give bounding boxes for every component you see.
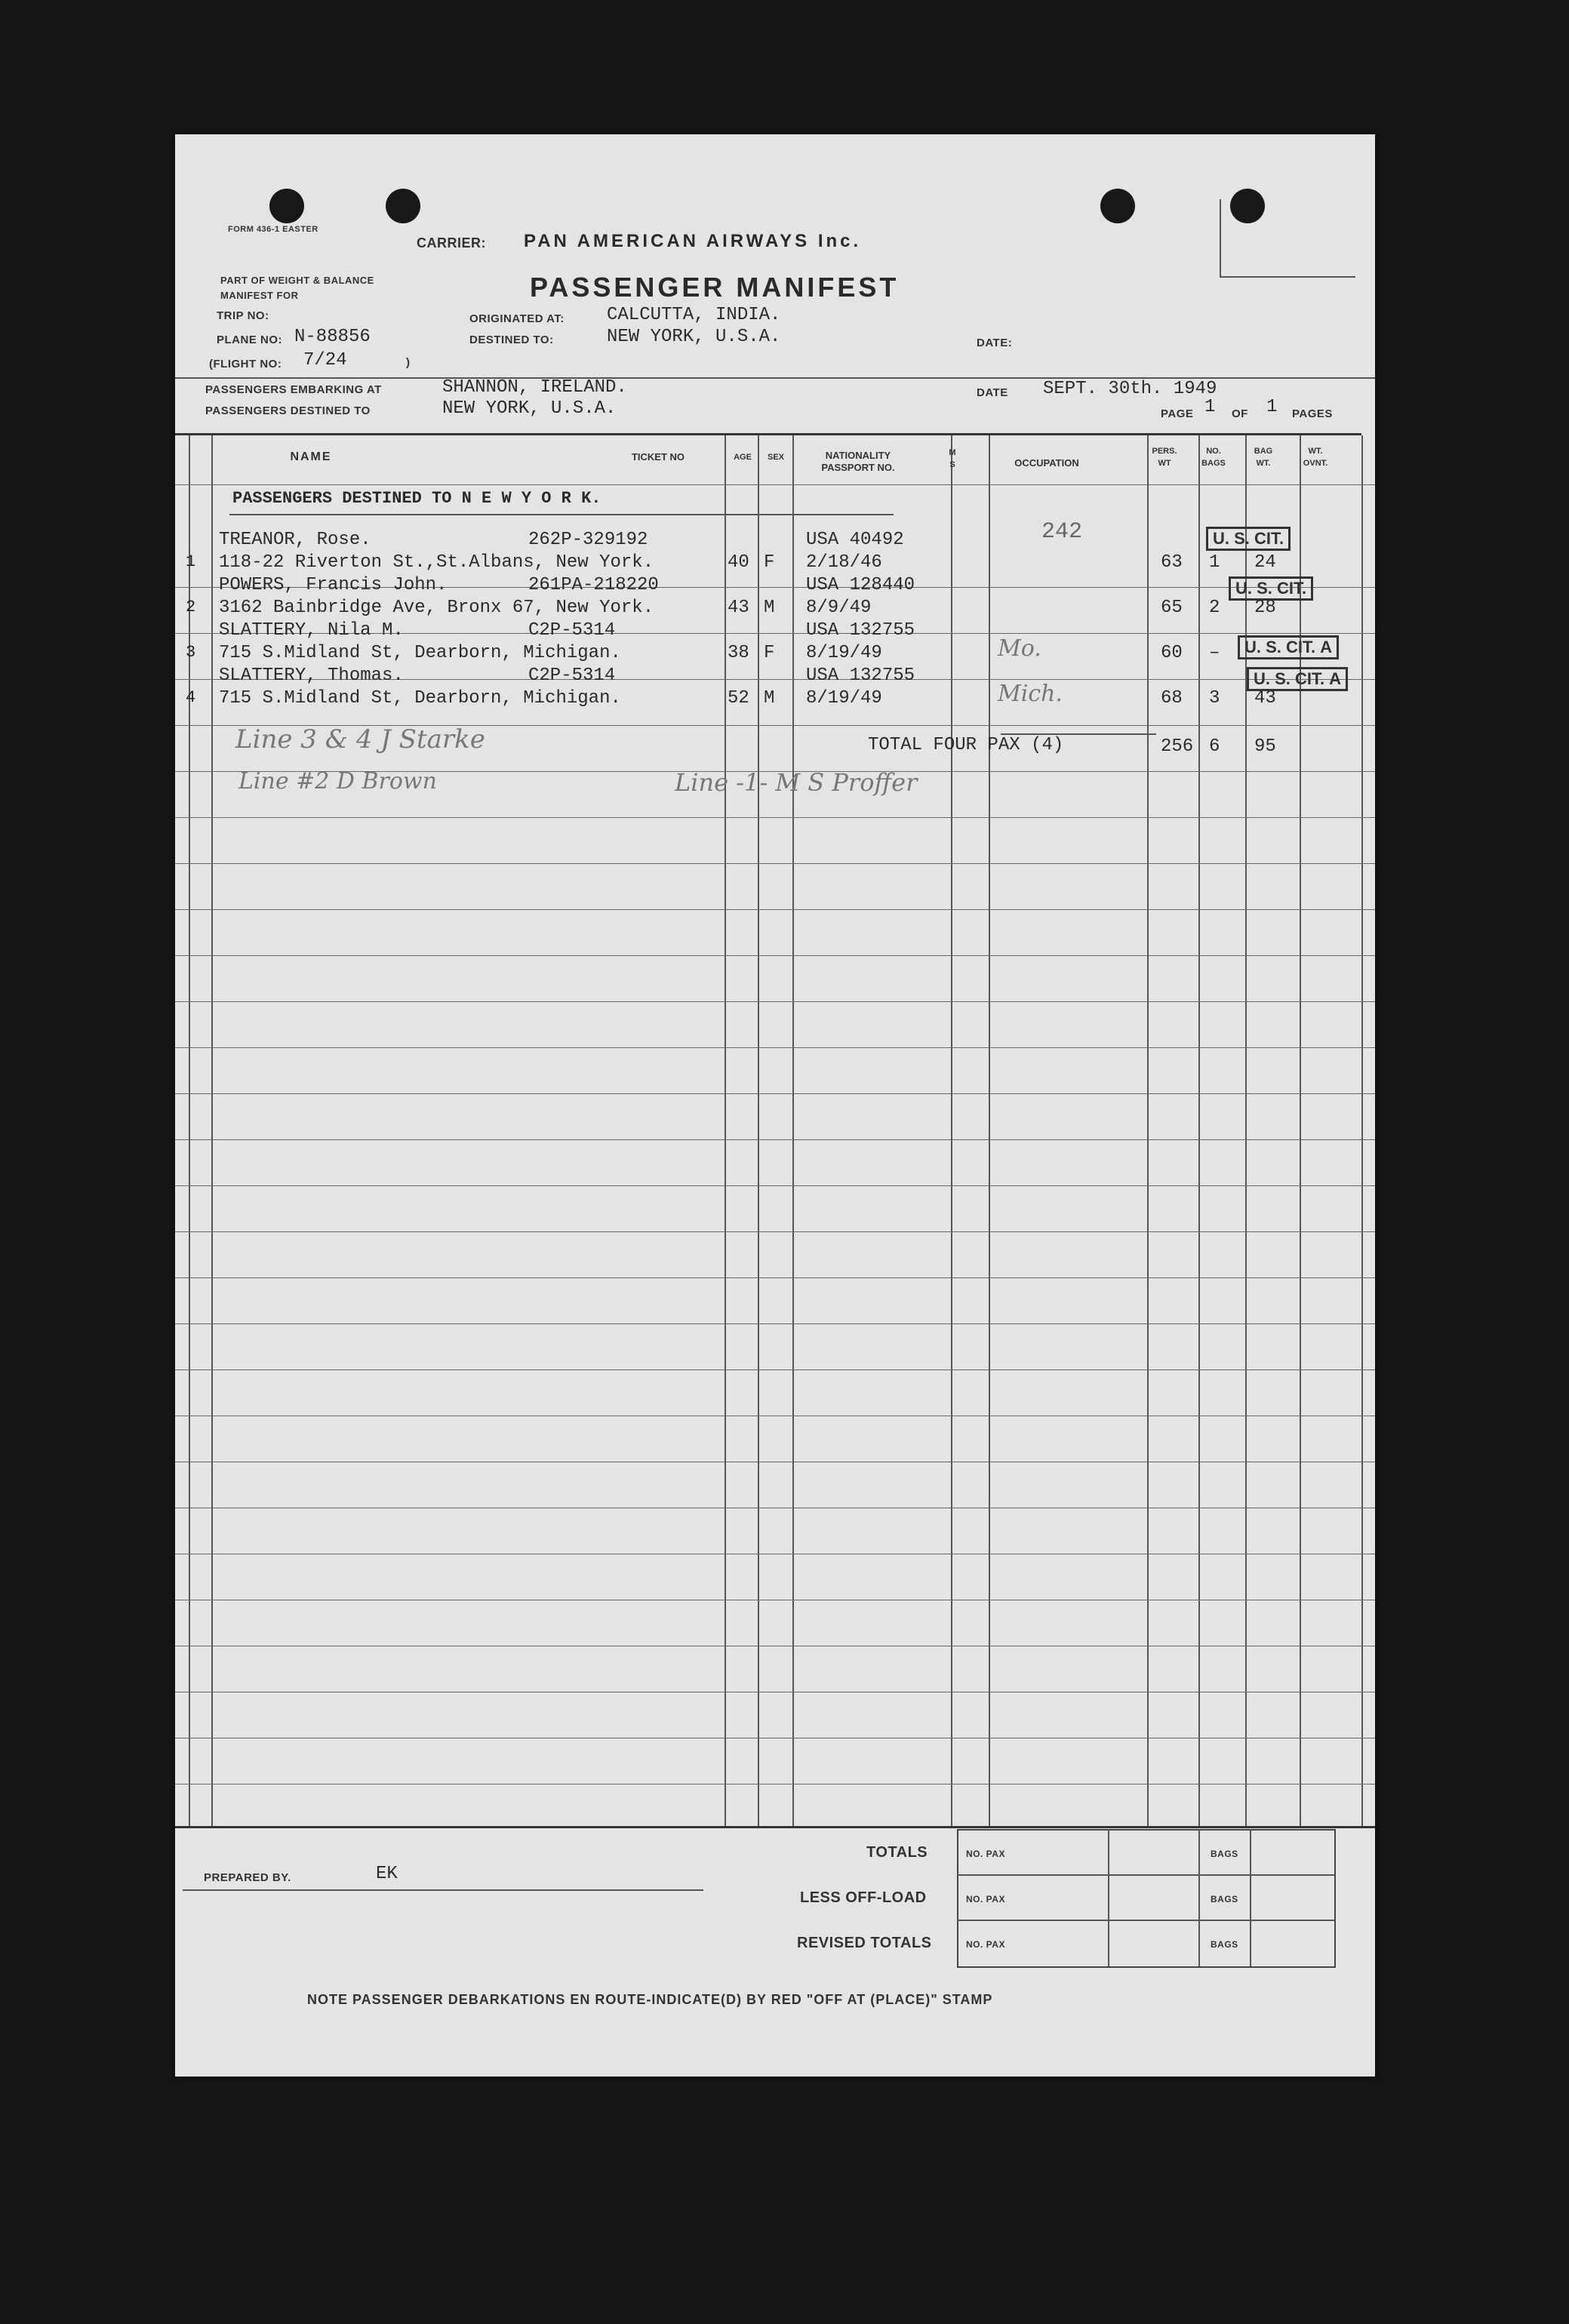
bag-weight: 24: [1254, 552, 1276, 573]
table-row-line: [175, 1139, 1375, 1140]
flight-no: 7/24: [303, 350, 347, 370]
page-title: PASSENGER MANIFEST: [530, 272, 900, 303]
citizenship-stamp-text: U. S. CIT.: [1213, 529, 1284, 548]
handwritten-note-2: Line #2 D Brown: [238, 768, 437, 795]
table-row-line: [175, 484, 1375, 485]
table-col-line: [792, 435, 794, 1826]
trip-no-label: TRIP NO:: [217, 309, 269, 322]
table-row-line: [175, 1047, 1375, 1048]
weight-balance-label: PART OF WEIGHT & BALANCE: [220, 275, 374, 286]
passenger-sex: M: [764, 598, 775, 618]
pages-label: PAGES: [1292, 407, 1333, 420]
manifest-sheet: [175, 134, 1375, 2077]
totals-grid-col-1: [1108, 1829, 1109, 1966]
citizenship-stamp-suffix: A: [1329, 669, 1342, 688]
passenger-address: 3162 Bainbridge Ave, Bronx 67, New York.: [219, 598, 654, 618]
passport-date: 8/19/49: [806, 643, 882, 663]
col-header-sex: SEX: [767, 453, 784, 462]
table-row-line: [175, 1231, 1375, 1232]
destined-pax-label: PASSENGERS DESTINED TO: [205, 404, 371, 417]
no-pax-label-2: NO. PAX: [966, 1894, 1005, 1904]
passenger-age: 43: [728, 598, 749, 618]
passenger-age: 52: [728, 688, 749, 709]
section-heading: PASSENGERS DESTINED TO N E W Y O R K.: [232, 489, 601, 508]
bag-count: 3: [1209, 688, 1220, 709]
table-col-line: [951, 435, 952, 1826]
manifest-for-label: MANIFEST FOR: [220, 290, 299, 301]
passenger-age: 40: [728, 552, 749, 573]
totals-grid-col-3: [1250, 1829, 1251, 1966]
pages-total: 1: [1266, 397, 1278, 417]
table-row-line: [175, 955, 1375, 956]
section-heading-underline: [229, 514, 894, 515]
col-header-ms: M S: [949, 448, 956, 469]
totals-label: TOTALS: [866, 1844, 928, 1861]
table-row-line: [175, 909, 1375, 910]
table-row-line: [175, 1185, 1375, 1186]
no-pax-label-3: NO. PAX: [966, 1939, 1005, 1950]
total-label: TOTAL FOUR PAX (4): [868, 735, 1064, 755]
bag-count: 1: [1209, 552, 1220, 573]
citizenship-stamp: [1206, 527, 1291, 551]
pers-weight: 68: [1161, 688, 1183, 709]
col-header-occupation: OCCUPATION: [1014, 457, 1079, 469]
pers-weight: 65: [1161, 598, 1183, 618]
passenger-age: 38: [728, 643, 749, 663]
citizenship-stamp-text: U. S. CIT.: [1244, 638, 1316, 656]
date-value: SEPT. 30th. 1949: [1043, 379, 1217, 399]
corner-bracket-v: [1220, 199, 1221, 278]
prepared-by-value: EK: [376, 1864, 398, 1884]
revised-totals-label: REVISED TOTALS: [797, 1935, 932, 1951]
ticket-number: C2P-5314: [528, 620, 616, 641]
plane-no-label: PLANE NO:: [217, 334, 282, 346]
col-header-nationality: NATIONALITY PASSPORT NO.: [821, 450, 895, 473]
col-header-no-bags: NO. BAGS: [1201, 447, 1226, 468]
passenger-address: 715 S.Midland St, Dearborn, Michigan.: [219, 643, 621, 663]
passport-date: 2/18/46: [806, 552, 882, 573]
table-col-line: [1198, 435, 1200, 1826]
col-header-ticket: TICKET NO: [631, 451, 685, 463]
flight-no-close: ): [406, 356, 411, 369]
bag-count: 2: [1209, 598, 1220, 618]
passenger-name: TREANOR, Rose.: [219, 530, 371, 550]
carrier-label: CARRIER:: [417, 235, 486, 251]
bag-weight: 43: [1254, 688, 1276, 709]
row-number: 4: [186, 688, 196, 707]
handwritten-note-1: Line 3 & 4 J Starke: [235, 724, 485, 755]
destined-pax-value: NEW YORK, U.S.A.: [442, 398, 617, 419]
total-bag-wt: 95: [1254, 736, 1276, 757]
totals-grid-col-2: [1198, 1829, 1200, 1966]
date-label-top: DATE:: [977, 337, 1013, 349]
table-row-line: [175, 1277, 1375, 1278]
bags-label-1: BAGS: [1211, 1849, 1238, 1859]
prepared-by-label: PREPARED BY.: [204, 1871, 291, 1884]
less-offload-label: LESS OFF-LOAD: [800, 1889, 927, 1906]
embarking-label: PASSENGERS EMBARKING AT: [205, 383, 382, 396]
nationality-passport: USA 132755: [806, 666, 915, 686]
col-header-age: AGE: [734, 453, 752, 462]
citizenship-stamp: [1229, 576, 1313, 601]
ticket-number: 262P-329192: [528, 530, 648, 550]
row-number: 1: [186, 552, 196, 571]
punch-hole-3: [1100, 189, 1135, 223]
citizenship-stamp: [1238, 635, 1339, 659]
handwritten-note-3: Line -1- M S Proffer: [675, 768, 918, 797]
citizenship-stamp-text: U. S. CIT.: [1254, 669, 1325, 688]
originated-value: CALCUTTA, INDIA.: [607, 305, 781, 325]
no-pax-label-1: NO. PAX: [966, 1849, 1005, 1859]
row-number: 2: [186, 598, 196, 616]
passenger-name: SLATTERY, Nila M.: [219, 620, 404, 641]
prepared-by-line: [183, 1889, 703, 1891]
bag-weight: 28: [1254, 598, 1276, 618]
totals-grid: [957, 1829, 1336, 1968]
totals-grid-row-2: [957, 1920, 1334, 1921]
col-header-bag-wt: BAG WT.: [1254, 447, 1273, 468]
table-col-line: [725, 435, 726, 1826]
passenger-name: SLATTERY, Thomas.: [219, 666, 404, 686]
nationality-passport: USA 40492: [806, 530, 904, 550]
col-header-pers-wt: PERS. WT: [1152, 447, 1177, 468]
passenger-sex: F: [764, 643, 775, 663]
citizenship-stamp-text: U. S. CIT.: [1235, 579, 1307, 598]
of-label: OF: [1232, 407, 1248, 420]
table-col-line: [1147, 435, 1149, 1826]
corner-bracket-h: [1220, 276, 1355, 278]
embarking-value: SHANNON, IRELAND.: [442, 377, 627, 398]
passport-date: 8/19/49: [806, 688, 882, 709]
plane-no: N-88856: [294, 327, 371, 347]
page-label: PAGE: [1161, 407, 1194, 420]
table-col-line: [758, 435, 759, 1826]
table-row-line: [175, 817, 1375, 818]
table-row-line: [175, 1323, 1375, 1324]
ticket-number: C2P-5314: [528, 666, 616, 686]
ticket-number: 261PA-218220: [528, 575, 659, 595]
table-top-border: [175, 433, 1361, 435]
nationality-passport: USA 128440: [806, 575, 915, 595]
destined-value: NEW YORK, U.S.A.: [607, 327, 781, 347]
form-number: FORM 436-1 EASTER: [228, 225, 318, 234]
table-col-line: [211, 435, 213, 1826]
punch-hole-4: [1230, 189, 1265, 223]
total-bags: 6: [1209, 736, 1220, 757]
total-pers-wt: 256: [1161, 736, 1194, 757]
originated-label: ORIGINATED AT:: [469, 312, 565, 325]
bags-label-2: BAGS: [1211, 1894, 1238, 1904]
carrier-name: PAN AMERICAN AIRWAYS Inc.: [524, 231, 862, 251]
pers-weight: 63: [1161, 552, 1183, 573]
page-number: 1: [1204, 397, 1216, 417]
passenger-address: 715 S.Midland St, Dearborn, Michigan.: [219, 688, 621, 709]
footer-note: NOTE PASSENGER DEBARKATIONS EN ROUTE-INDICATE(D) BY RED "OFF AT (PLACE)" STAMP: [307, 1992, 993, 2007]
col-header-wt-ovnt: WT. OVNT.: [1303, 447, 1328, 468]
punch-hole-2: [386, 189, 420, 223]
occupation: Mo.: [998, 635, 1041, 662]
bags-label-3: BAGS: [1211, 1939, 1238, 1950]
bag-count: –: [1209, 643, 1220, 663]
passenger-sex: M: [764, 688, 775, 709]
citizenship-stamp: [1247, 667, 1348, 691]
passport-date: 8/9/49: [806, 598, 872, 618]
occupation: Mich.: [998, 681, 1063, 707]
row-number: 3: [186, 643, 196, 662]
occupation-note: 242: [1041, 519, 1083, 545]
table-row-line: [175, 1001, 1375, 1002]
passenger-name: POWERS, Francis John.: [219, 575, 448, 595]
total-underline: [1001, 733, 1156, 735]
punch-hole-1: [269, 189, 304, 223]
destined-label: DESTINED TO:: [469, 334, 554, 346]
table-col-line: [989, 435, 990, 1826]
table-col-line: [1361, 435, 1363, 1826]
table-row-line: [175, 863, 1375, 864]
col-header-name: NAME: [290, 450, 332, 463]
date-label: DATE: [977, 386, 1008, 399]
citizenship-stamp-suffix: A: [1320, 638, 1333, 656]
totals-grid-row-1: [957, 1874, 1334, 1876]
flight-no-label: (FLIGHT NO:: [209, 358, 282, 370]
footer-top-border: [175, 1826, 1375, 1828]
passenger-address: 118-22 Riverton St.,St.Albans, New York.: [219, 552, 654, 573]
passenger-sex: F: [764, 552, 775, 573]
nationality-passport: USA 132755: [806, 620, 915, 641]
table-row-line: [175, 1093, 1375, 1094]
pers-weight: 60: [1161, 643, 1183, 663]
